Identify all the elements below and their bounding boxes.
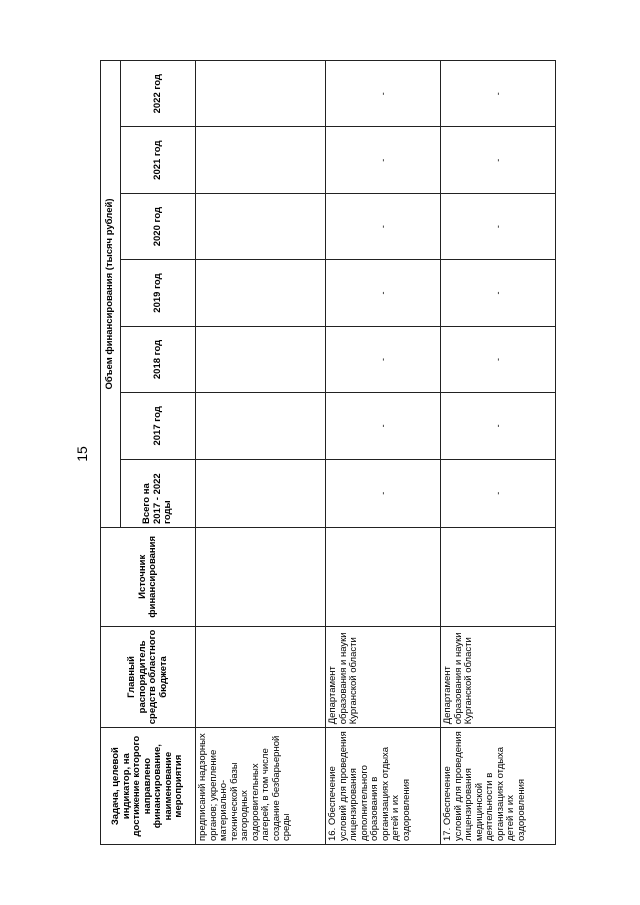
row-task: 17. Обеспечение условий для проведения лицензирования медицинской деятельности в организациях отдыха детей и их оздоровления (441, 728, 556, 845)
row-year-2018: - (441, 326, 556, 392)
funding-table-container (100, 60, 527, 845)
header-source: Источник финансирования (101, 528, 196, 627)
header-owner: Главный распорядитель средств областного бюджета (101, 626, 196, 728)
funding-table (100, 60, 556, 845)
header-year-2019: 2019 год (121, 260, 196, 326)
header-year-2020: 2020 год (121, 193, 196, 259)
row-total: - (326, 459, 441, 527)
header-year-2021: 2021 год (121, 127, 196, 193)
header-year-2017: 2017 год (121, 393, 196, 459)
row-source (326, 528, 441, 627)
header-funding-group: Объем финансирования (тысяч рублей) (101, 61, 121, 528)
row-source (441, 528, 556, 627)
row-year-2020: - (441, 193, 556, 259)
page-number: 15 (74, 446, 90, 462)
row-task: предписаний надзорных органов; укрепление материально-технической базы загородных оздоровительных лагерей, в том числе создание безбарьерной среды (196, 728, 326, 845)
row-year-2018: - (326, 326, 441, 392)
row-owner: Департамент образования и науки Курганской области (441, 626, 556, 728)
row-year-2021 (196, 127, 326, 193)
row-year-2022: - (326, 61, 441, 127)
row-year-2022 (196, 61, 326, 127)
row-year-2022: - (441, 61, 556, 127)
row-year-2019 (196, 260, 326, 326)
row-year-2018 (196, 326, 326, 392)
table-row (196, 61, 326, 845)
table-row (326, 61, 441, 845)
row-year-2021: - (441, 127, 556, 193)
row-year-2017 (196, 393, 326, 459)
row-owner: Департамент образования и науки Курганской области (326, 626, 441, 728)
header-total: Всего на 2017 - 2022 годы (121, 459, 196, 527)
row-year-2019: - (326, 260, 441, 326)
header-task: Задача, целевой индикатор, на достижение которого направлено финансирование, наименование мероприятия (101, 728, 196, 845)
row-total: - (441, 459, 556, 527)
row-year-2020 (196, 193, 326, 259)
table-row (441, 61, 556, 845)
row-source (196, 528, 326, 627)
row-task: 16. Обеспечение условий для проведения лицензирования дополнительного образования в организациях отдыха детей и их оздоровления (326, 728, 441, 845)
row-year-2017: - (326, 393, 441, 459)
row-year-2017: - (441, 393, 556, 459)
row-owner (196, 626, 326, 728)
header-year-2022: 2022 год (121, 61, 196, 127)
funding-table-rotated (100, 60, 527, 845)
row-year-2020: - (326, 193, 441, 259)
header-year-2018: 2018 год (121, 326, 196, 392)
row-total (196, 459, 326, 527)
row-year-2021: - (326, 127, 441, 193)
row-year-2019: - (441, 260, 556, 326)
